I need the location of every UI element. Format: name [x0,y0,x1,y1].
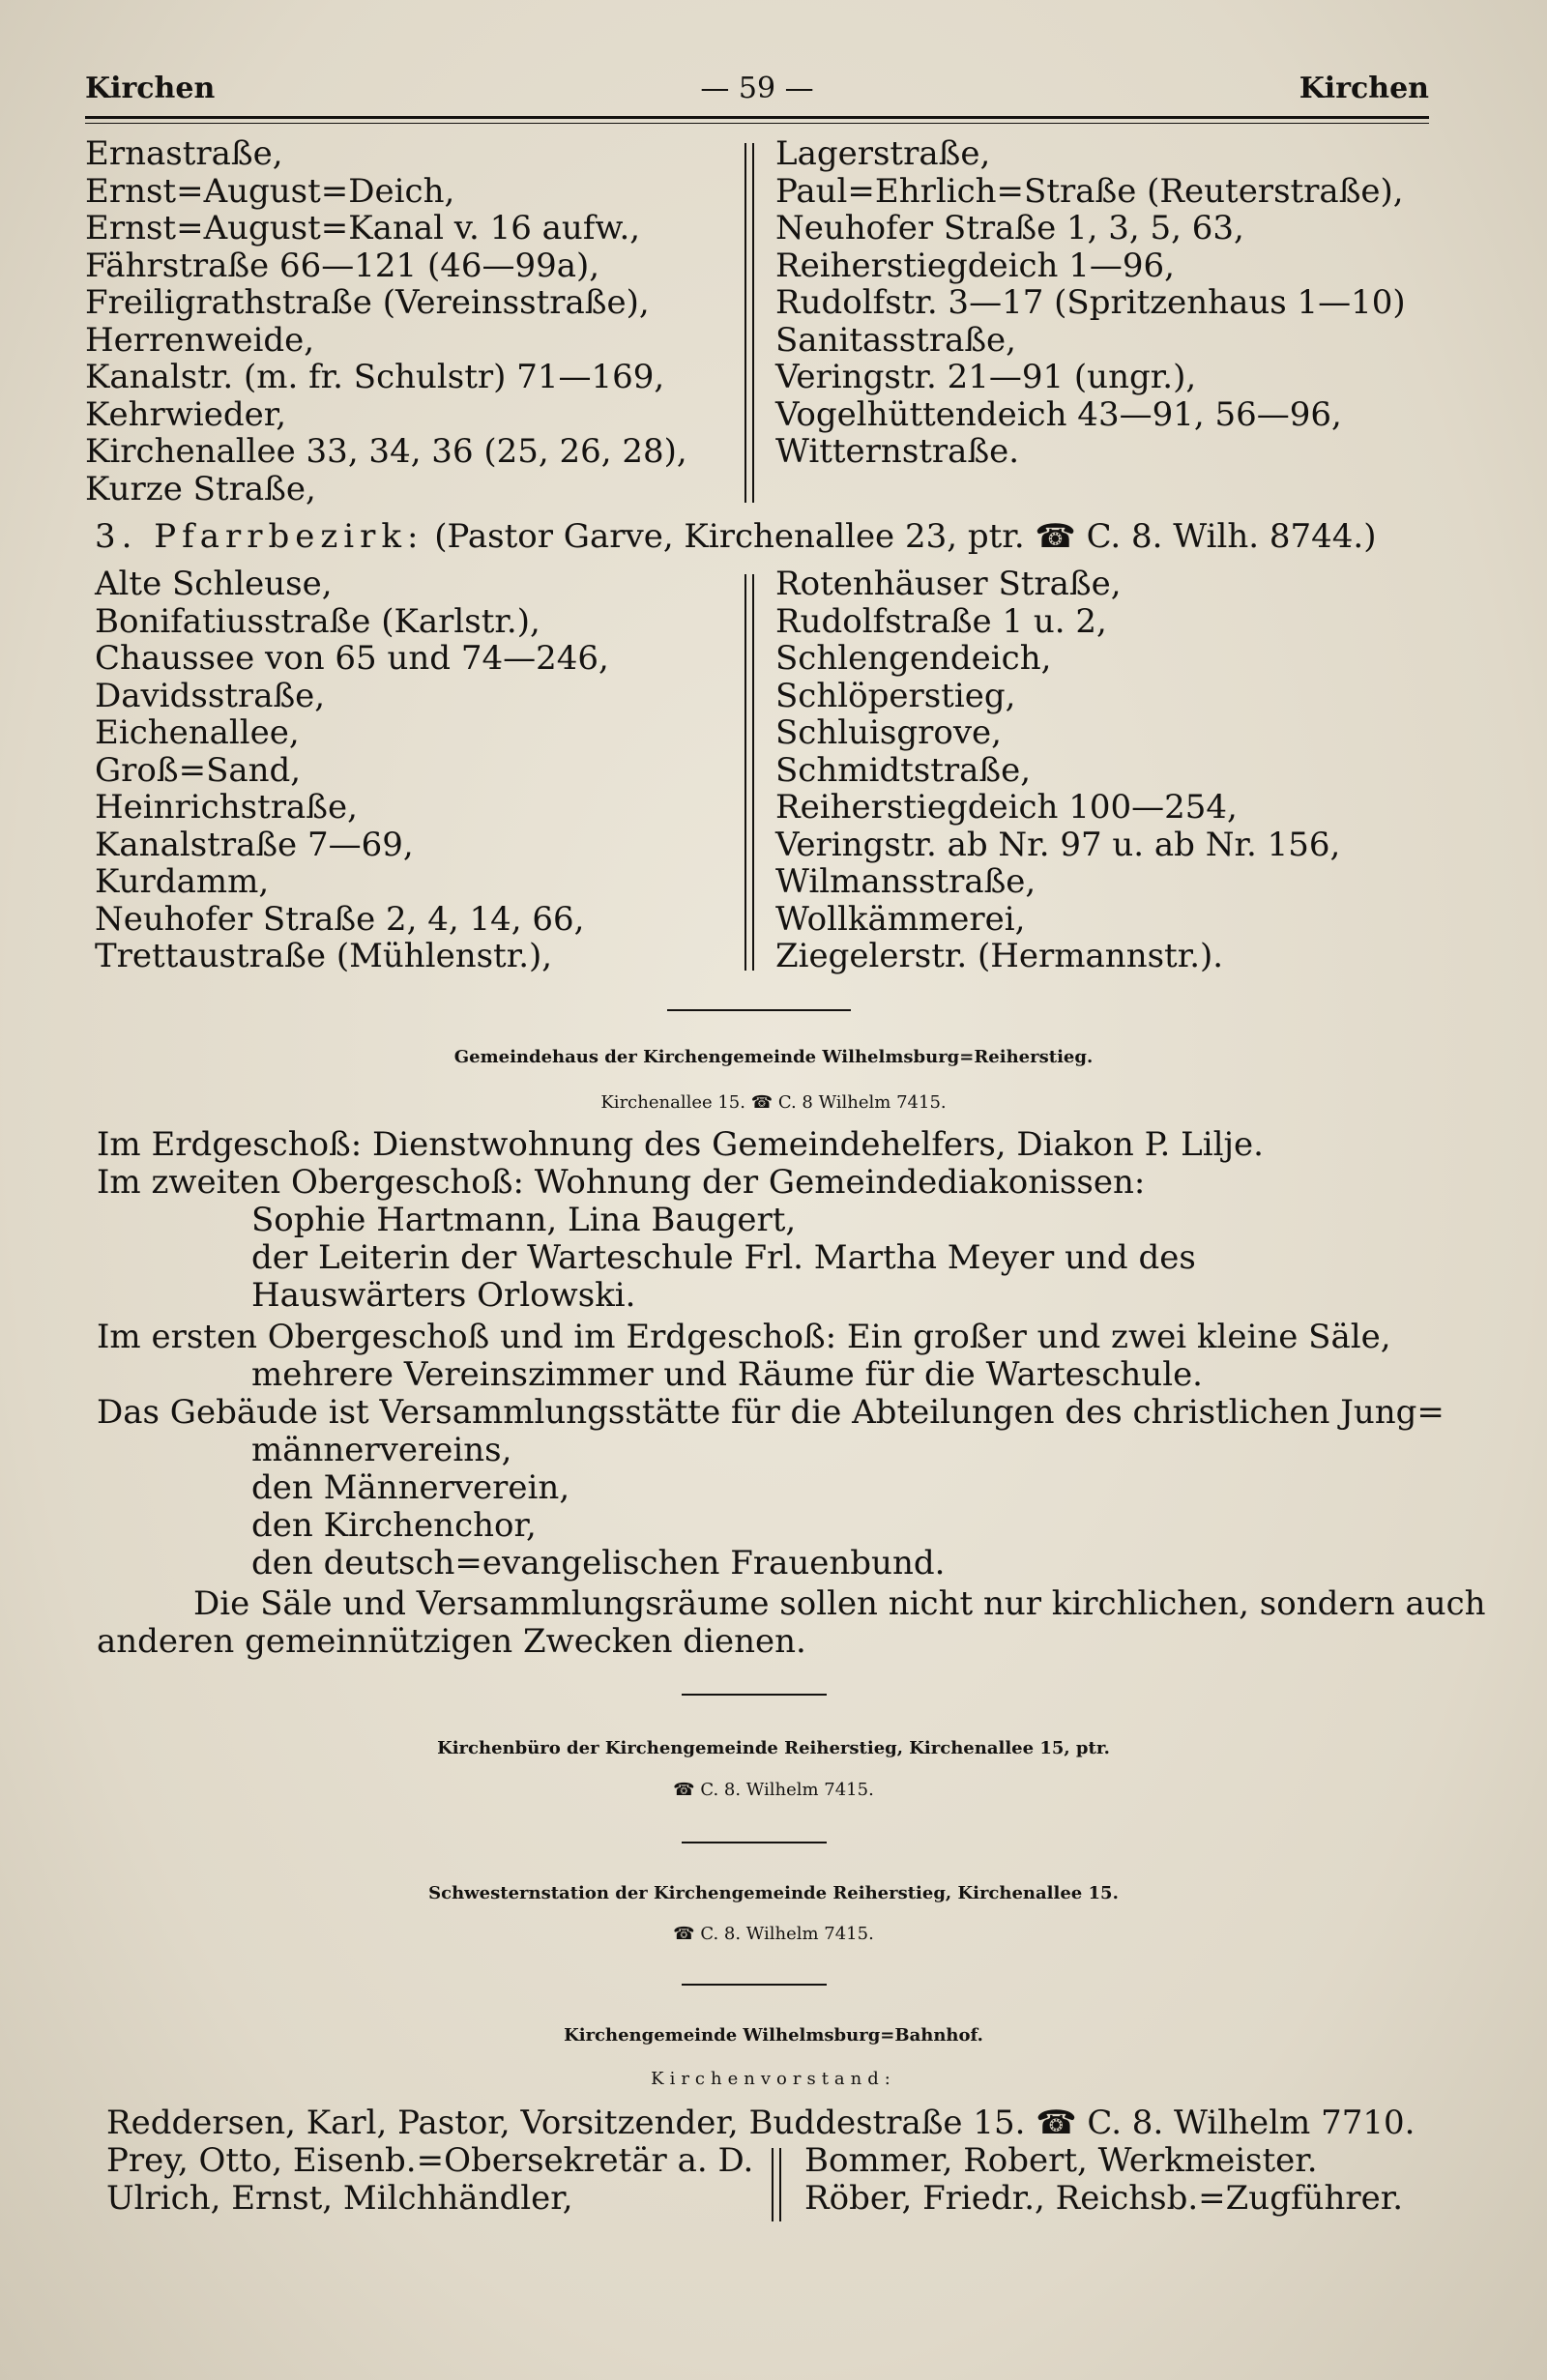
street-entry: Wollkämmerei, [775,899,1026,939]
member-entry: Röber, Friedr., Reichsb.=Zugführer. [804,2178,1404,2218]
street-entry: Kanalstr. (m. fr. Schulstr) 71—169, [85,358,665,396]
column-divider [744,574,754,971]
street-entry: Freiligrathstraße (Vereinsstraße), [85,283,650,322]
kirchenbuero-title: Kirchenbüro der Kirchengemeinde Reiherstieg, Kirchenallee 15, ptr. [437,1738,1110,1758]
section-divider [667,1009,851,1011]
street-entry: Davidsstraße, [95,676,326,715]
section-divider [682,1842,827,1843]
street-entry: Rotenhäuser Straße, [775,565,1122,603]
street-entry: Ernst=August=Deich, [85,171,455,211]
street-entry: Bonifatiusstraße (Karlstr.), [95,601,540,641]
street-entry: Reiherstiegdeich 1—96, [775,246,1175,285]
schwesternstation-phone: ☎ C. 8. Wilhelm 7415. [673,1924,874,1944]
street-entry: Paul=Ehrlich=Straße (Reuterstraße), [775,171,1404,211]
member-entry: Ulrich, Ernst, Milchhändler, [106,2178,573,2218]
street-entry: Heinrichstraße, [95,788,358,827]
section-a-right-column [775,135,1406,471]
gemeindehaus-title: Gemeindehaus der Kirchengemeinde Wilhelmsburg=Reiherstieg. [453,1047,1094,1067]
street-entry: Ziegelerstr. (Hermannstr.). [775,937,1224,975]
street-entry: Witternstraße. [775,432,1020,471]
running-header [85,72,1429,110]
street-entry: Fährstraße 66—121 (46—99a), [85,246,600,285]
street-entry: Groß=Sand, [95,750,302,790]
schwesternstation-title: Schwesternstation der Kirchengemeinde Reiherstieg, Kirchenallee 15. [428,1883,1119,1903]
text-line: Das Gebäude ist Versammlungsstätte für die Abteilungen des christlichen Jung= [97,1393,1445,1432]
text-line: den deutsch=evangelischen Frauenbund. [251,1544,946,1582]
kirchenbuero-phone: ☎ C. 8. Wilhelm 7415. [673,1780,874,1800]
text-line: der Leiterin der Warteschule Frl. Martha Meyer und des [251,1238,1196,1277]
vorstand-heading: Kirchenvorstand: [651,2069,896,2089]
street-entry: Schlengendeich, [775,639,1052,678]
street-entry: Wilmansstraße, [775,862,1036,901]
street-entry: Neuhofer Straße 1, 3, 5, 63, [775,209,1244,247]
street-entry: Vogelhüttendeich 43—91, 56—96, [775,394,1342,434]
pfarrbezirk-label: 3. Pfarrbezirk: [95,517,424,556]
vorstand-left-column [106,2142,753,2217]
street-entry: Kirchenallee 33, 34, 36 (25, 26, 28), [85,432,687,471]
pfarrbezirk-heading [95,518,1376,555]
street-entry: Schluisgrove, [775,713,1002,752]
text-line: Sophie Hartmann, Lina Baugert, [251,1201,797,1239]
bezirk3-left-column [95,566,609,975]
street-entry: Schlöperstieg, [775,676,1016,715]
text-line: Die Säle und Versammlungsräume sollen nicht nur kirchlichen, sondern auch [193,1584,1486,1623]
header-rule [85,116,1429,124]
street-entry: Rudolfstraße 1 u. 2, [775,601,1107,641]
street-entry: Kurze Straße, [85,469,316,508]
text-line: den Männerverein, [251,1468,570,1507]
street-entry: Kehrwieder, [85,394,287,434]
section-divider [682,1984,827,1986]
street-entry: Trettaustraße (Mühlenstr.), [95,937,553,975]
street-entry: Alte Schleuse, [95,565,333,603]
street-entry: Schmidtstraße, [775,750,1032,790]
street-entry: Eichenallee, [95,713,300,752]
section-a-left-column [85,135,687,508]
header-right: Kirchen [1299,72,1429,105]
street-entry: Neuhofer Straße 2, 4, 14, 66, [95,899,585,939]
member-entry: Bommer, Robert, Werkmeister. [804,2141,1318,2180]
street-entry: Sanitasstraße, [775,320,1016,360]
street-entry: Herrenweide, [85,320,315,360]
page-number: — 59 — [700,72,814,105]
column-divider [772,2148,781,2221]
street-entry: Ernastraße, [85,134,283,173]
header-left: Kirchen [85,72,216,105]
street-entry: Rudolfstr. 3—17 (Spritzenhaus 1—10) [775,283,1406,322]
street-entry: Reiherstiegdeich 100—254, [775,788,1238,827]
text-line: Hauswärters Orlowski. [251,1276,636,1315]
text-line: anderen gemeinnützigen Zwecken dienen. [97,1622,806,1661]
text-line: den Kirchenchor, [251,1506,537,1545]
pfarrbezirk-info: (Pastor Garve, Kirchenallee 23, ptr. ☎ C. 8. Wilh. 8744.) [434,517,1377,556]
vorstand-right-column [804,2142,1403,2217]
gemeindehaus-address: Kirchenallee 15. ☎ C. 8 Wilhelm 7415. [600,1092,947,1113]
bahnhof-title: Kirchengemeinde Wilhelmsburg=Bahnhof. [564,2025,983,2046]
column-divider [744,143,754,503]
text-line: mehrere Vereinszimmer und Räume für die Warteschule. [251,1355,1203,1394]
text-line: Im Erdgeschoß: Dienstwohnung des Gemeindehelfers, Diakon P. Lilje. [97,1125,1264,1164]
member-entry: Prey, Otto, Eisenb.=Obersekretär a. D. [106,2141,754,2180]
street-entry: Kurdamm, [95,862,270,901]
bezirk3-right-column [775,566,1340,975]
street-entry: Veringstr. 21—91 (ungr.), [775,358,1197,396]
street-entry: Ernst=August=Kanal v. 16 aufw., [85,209,641,247]
section-divider [682,1694,827,1696]
street-entry: Chaussee von 65 und 74—246, [95,639,609,678]
text-line: Im ersten Obergeschoß und im Erdgeschoß: Ein großer und zwei kleine Säle, [97,1318,1391,1356]
street-entry: Lagerstraße, [775,134,991,173]
text-line: männervereins, [251,1431,512,1469]
vorstand-chair: Reddersen, Karl, Pastor, Vorsitzender, Buddestraße 15. ☎ C. 8. Wilhelm 7710. [106,2104,1416,2142]
street-entry: Kanalstraße 7—69, [95,825,414,864]
street-entry: Veringstr. ab Nr. 97 u. ab Nr. 156, [775,825,1341,864]
text-line: Im zweiten Obergeschoß: Wohnung der Gemeindediakonissen: [97,1163,1146,1202]
